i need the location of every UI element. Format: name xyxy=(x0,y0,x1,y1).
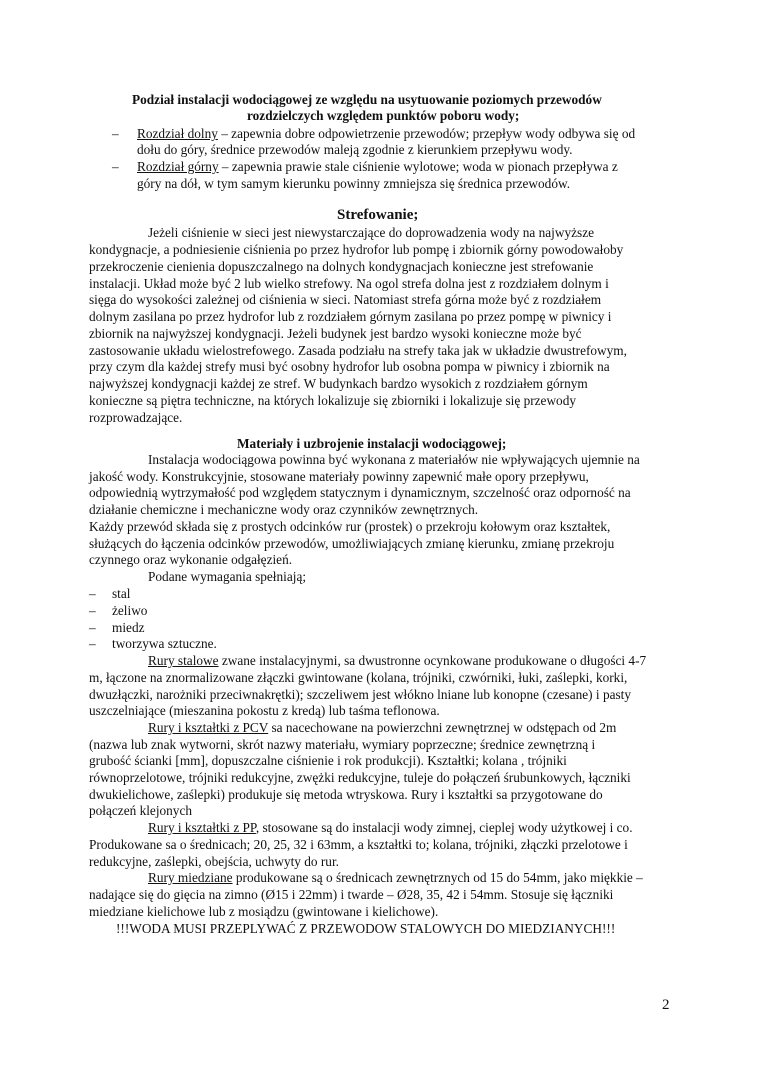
zoning-line: przekroczenie cienienia dopuszczalnego na dolnych kondygnacjach konieczne jest strefowanie xyxy=(89,259,594,274)
term-lower-distribution: Rozdział dolny xyxy=(137,126,218,141)
bullet-lower-distribution xyxy=(137,125,635,142)
materials-line: czynnego oraz wykonanie odgałęzień. xyxy=(89,552,293,567)
material-dash: – xyxy=(89,586,96,601)
paragraph-text: produkowane są o średnicach zewnętrznych od 15 do 54mm, jako miękkie – xyxy=(232,870,643,885)
steel-pipes-line: uszczelniające (mieszanina pokostu z kredą) lub taśma teflonowa. xyxy=(89,703,440,718)
steel-pipes-line: dwuzłączki, narożniki przeciwnakrętki); szczeliwem jest włókno lniane lub konopne (czesane) i pasty xyxy=(89,687,632,702)
paragraph-text: , stosowane są do instalacji wody zimnej, cieplej wody użytkowej i co. xyxy=(255,820,633,835)
copper-pipes-line: nadające się do gięcia na zimno (Ø15 i 22mm) i twarde – Ø28, 35, 42 i 54mm. Stosuje się łączniki xyxy=(89,887,614,902)
section-heading-materials: Materiały i uzbrojenie instalacji wodociągowej; xyxy=(237,436,507,451)
zoning-line: rozprowadzające. xyxy=(89,410,183,425)
materials-line: odpowiednią wytrzymałość pod względem statycznym i dynamicznym, szczelność oraz odporność na xyxy=(89,485,631,500)
section-heading-distribution: Podział instalacji wodociągowej ze względu na usytuowanie poziomych przewodów xyxy=(132,92,602,107)
steel-pipes-line: m, łączone na znormalizowane złączki gwintowane (kolana, trójniki, czwórniki, łuki, zaślepki, korki, xyxy=(89,670,628,685)
zoning-line: instalacji. Układ może być 2 lub wielko strefowy. Na ogol strefa dolna jest z rozdziałem dolnym i xyxy=(89,276,609,291)
zoning-line: zbiornik na najwyższej kondygnacji. Jeżeli budynek jest bardzo wysoki konieczne może być xyxy=(89,326,582,341)
pvc-pipes-paragraph xyxy=(148,719,616,736)
pvc-pipes-line: (nazwa lub znak wytworni, skrót nazwy materiału, wymiary poprzeczne; średnice zewnętrzną i xyxy=(89,737,596,752)
bullet-upper-distribution xyxy=(137,158,618,175)
zoning-line: przy czym dla każdej strefy musi być osobny hydrofor lub osobna pompa w piwnicy i zbiornik na xyxy=(89,359,610,374)
copper-pipes-line: miedziane kielichowe lub z mosiądzu (gwintowane i kielichowe). xyxy=(89,904,439,919)
section-heading-distribution-cont: rozdzielczych względem punktów poboru wody; xyxy=(247,108,520,123)
materials-line: jakość wody. Konstrukcyjnie, stosowane materiały powinny zapewnić małe opory przepływu, xyxy=(89,469,589,484)
zoning-line: najwyższej kondygnacji każdej ze stref. W budynkach bardzo wysokich z rozdziałem górnym xyxy=(89,376,588,391)
term-pvc-pipes: Rury i kształtki z PCV xyxy=(148,720,269,735)
copper-pipes-paragraph xyxy=(148,869,643,886)
section-heading-zoning: Strefowanie; xyxy=(337,207,419,223)
zoning-line: Jeżeli ciśnienie w sieci jest niewystarczające do doprowadzenia wody na najwyższe xyxy=(148,225,594,240)
warning-text: !!!WODA MUSI PRZEPLYWAĆ Z PRZEWODOW STALOWYCH DO MIEDZIANYCH!!! xyxy=(116,921,616,936)
bullet-dash: – xyxy=(112,159,119,174)
pvc-pipes-line: połączeń klejonych xyxy=(89,803,193,818)
bullet-lower-distribution-cont: dołu do góry, średnice przewodów maleją zgodnie z kierunkiem przepływu wody. xyxy=(137,142,573,157)
pp-pipes-line: Produkowane sa o średnicach; 20, 25, 32 i 63mm, a kształtki to; kolana, trójniki, złączki przelotowe i xyxy=(89,837,628,852)
term-copper-pipes: Rury miedziane xyxy=(148,870,233,885)
materials-line: działanie chemiczne i mechaniczne wody oraz czynników zewnętrznych. xyxy=(89,502,479,517)
pvc-pipes-line: grubość ścianki [mm], dopuszczalne ciśnienie i rok produkcji). Kształtki; kolana , trójniki xyxy=(89,753,567,768)
paragraph-text: sa nacechowane na powierzchni zewnętrznej w odstępach od 2m xyxy=(268,720,617,735)
material-item-plastics: tworzywa sztuczne. xyxy=(112,636,217,651)
zoning-line: zastosowanie układu wielostrefowego. Zasada podziału na strefy taka jak w układzie dwustrefowym, xyxy=(89,343,627,358)
zoning-line: kondygnacje, a podniesienie ciśnienia po przez hydrofor lub pompę i zbiornik górny powodowałoby xyxy=(89,242,624,257)
zoning-line: konieczne są piętra techniczne, na których lokalizuje się zbiorniki i lokalizuje się przewody xyxy=(89,393,576,408)
bullet-text: – zapewnia dobre odpowietrzenie przewodów; przepływ wody odbywa się od xyxy=(217,126,636,141)
materials-line: Podane wymagania spełniają; xyxy=(148,569,307,584)
pvc-pipes-line: równoprzelotowe, trójniki redukcyjne, zwężki redukcyjne, tuleje do połączeń śrubunkowych, łączniki xyxy=(89,770,631,785)
pvc-pipes-line: dwukielichowe, zaślepki) produkuje się metoda wtryskowa. Rury i kształtki sa przygotowane do xyxy=(89,787,603,802)
steel-pipes-paragraph xyxy=(148,652,646,669)
term-steel-pipes: Rury stalowe xyxy=(148,653,219,668)
material-dash: – xyxy=(89,636,96,651)
zoning-line: sięga do wysokości zależnej od ciśnienia w sieci. Natomiast strefa górna może być z rozdziałem xyxy=(89,292,602,307)
materials-line: Instalacja wodociągowa powinna być wykonana z materiałów nie wpływających ujemnie na xyxy=(148,452,640,467)
page-number: 2 xyxy=(662,997,670,1013)
material-item-cast-iron: żeliwo xyxy=(112,603,148,618)
pp-pipes-paragraph xyxy=(148,819,633,836)
material-item-copper: miedz xyxy=(112,620,145,635)
paragraph-text: zwane instalacyjnymi, sa dwustronne ocynkowane produkowane o długości 4-7 xyxy=(218,653,647,668)
zoning-line: dolnym zasilana po przez hydrofor lub z rozdziałem górnym zasilana po przez pompę w piwnicy i xyxy=(89,309,612,324)
bullet-upper-distribution-cont: góry na dół, w tym samym kierunku powinny zmniejsza się średnica przewodów. xyxy=(137,176,571,191)
pp-pipes-line: redukcyjne, zaślepki, obejścia, uchwyty do rur. xyxy=(89,854,339,869)
material-item-steel: stal xyxy=(112,586,131,601)
material-dash: – xyxy=(89,603,96,618)
material-dash: – xyxy=(89,620,96,635)
term-pp-pipes: Rury i kształtki z PP xyxy=(148,820,256,835)
bullet-dash: – xyxy=(112,126,119,141)
bullet-text: – zapewnia prawie stale ciśnienie wylotowe; woda w pionach przepływa z xyxy=(218,159,618,174)
materials-line: Każdy przewód składa się z prostych odcinków rur (prostek) o przekroju kołowym oraz kształtek, xyxy=(89,519,611,534)
materials-line: służących do łączenia odcinków przewodów, umożliwiających zmianę kierunku, zmianę przekroju xyxy=(89,536,615,551)
term-upper-distribution: Rozdział górny xyxy=(137,159,219,174)
